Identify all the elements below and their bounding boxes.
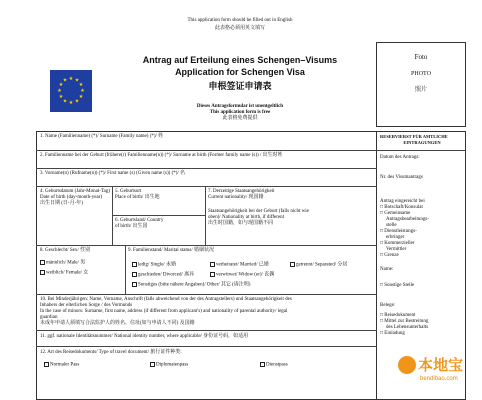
marital-option-divorced-label: geschieden/ Divorced/ 离异 — [138, 272, 195, 278]
watermark-logo-icon — [398, 356, 416, 374]
field-date-of-birth[interactable] — [40, 189, 110, 207]
sidebar-title-2: EINTRAGUNGEN — [403, 140, 441, 145]
field-9-label: 9. Familienstand/ Marital status/ 婚姻状况 — [128, 248, 214, 253]
sidebar-item: Antrag eingereicht bei — [380, 199, 425, 204]
eu-flag-icon — [50, 70, 92, 112]
sex-option-male-label: männlich/ Male/ 男 — [46, 260, 86, 266]
marital-option-single-label: ledig/ Single/ 未婚 — [138, 262, 177, 268]
sidebar-item: □ Einladung — [380, 331, 405, 336]
marital-option-separated[interactable] — [290, 262, 347, 269]
field-5-line1: 5. Geburtsort — [115, 189, 142, 194]
marital-option-single[interactable] — [132, 262, 176, 269]
checkbox-icon — [290, 262, 295, 267]
field-5-line2: Place of birth/ 出生地 — [115, 195, 160, 200]
svg-text:★: ★ — [74, 99, 80, 105]
svg-text:★: ★ — [78, 83, 84, 88]
sidebar-item: □ Botschaft/Konsulat — [380, 205, 423, 210]
marital-option-married-label: verheiratet/ Married/ 已婚 — [216, 262, 269, 268]
sidebar-item: Datum des Antrags: — [380, 155, 420, 160]
title-de: Antrag auf Erteilung eines Schengen–Visums — [142, 55, 338, 65]
title-cn: 申根签证申请表 — [208, 82, 272, 92]
svg-text:★: ★ — [57, 89, 62, 94]
sidebar-item: Belege: — [380, 303, 396, 308]
field-travel-document: 12. Art des Reisedokuments/ Type of travel document/ 旅行证件种类: — [40, 350, 182, 355]
doc-option-service[interactable] — [260, 362, 288, 369]
field-10-line1: 10. Bei Minderjährigen: Name, Vorname, Anschrift (falls abweichend von der des Antragstellers) und Staatsangehörigkeit des — [40, 297, 292, 302]
marital-option-other-label: Sonstiges (bitte nähere Angaben)/ Other/ 其它 (请注明) — [138, 282, 251, 288]
field-surname-at-birth[interactable]: 2. Familienname bei der Geburt (frühere(r) Familienname(n)) (*)/ Surname at birth (Former family name (s)) / 出生时姓 — [40, 153, 283, 158]
sidebar-item: des Lebensunterhalts — [386, 325, 429, 330]
marital-option-divorced[interactable] — [132, 272, 194, 279]
sex-option-female[interactable] — [40, 270, 124, 277]
sidebar-item: erbringer — [386, 235, 405, 240]
title-free-de: Dieses Antragsformular ist unentgeltlich — [196, 104, 284, 109]
photo-label-en: PHOTO — [411, 71, 431, 77]
marital-option-other[interactable] — [132, 282, 250, 289]
photo-label-de: Foto — [414, 53, 428, 61]
header-notice-cn: 此表格必须用英文填写 — [214, 26, 265, 31]
photo-label-cn: 照片 — [414, 87, 427, 93]
sex-option-male[interactable] — [40, 260, 124, 267]
field-sex — [40, 248, 124, 276]
svg-text:★: ★ — [58, 83, 64, 88]
svg-text:★: ★ — [80, 89, 85, 94]
svg-text:★: ★ — [68, 101, 74, 106]
checkbox-icon — [132, 272, 137, 277]
field-4-line3: 出生日期 (日-月-年) — [40, 201, 83, 206]
field-marital-status — [128, 248, 373, 254]
title-en: Application for Schengen Visa — [175, 67, 305, 77]
svg-text:★: ★ — [74, 78, 80, 84]
watermark-sub: bendibao.com — [420, 376, 458, 382]
checkbox-icon — [132, 282, 137, 287]
photo-box — [376, 42, 466, 127]
sidebar-item: □ Grenze — [380, 253, 399, 258]
checkbox-icon — [210, 272, 215, 277]
field-10-line4: guardian — [40, 315, 58, 320]
field-10-line2: Inhabers der elterlichen Sorge / des Vormunds — [40, 303, 133, 308]
doc-option-normal[interactable] — [44, 362, 79, 369]
field-nationality[interactable] — [208, 189, 373, 227]
sidebar-item: Nr. des Visumantrags — [380, 175, 423, 180]
watermark — [398, 352, 478, 396]
field-country-of-birth[interactable] — [115, 218, 203, 230]
field-first-name[interactable]: 3. Vorname(n) (Rufname(n)) (*)/ First name (s) (Given name (s)) (*)/ 名 — [40, 171, 186, 176]
doc-option-service-label: Dienstpass — [266, 362, 288, 368]
marital-option-separated-label: getrennt/ Separated/ 分居 — [296, 262, 348, 268]
checkbox-icon — [260, 362, 265, 367]
sex-option-female-label: weiblich/ Female/ 女 — [46, 270, 89, 276]
field-6-line1: 6. Geburtsland/ Country — [115, 218, 164, 223]
doc-option-normal-label: Normaler Pass — [50, 362, 80, 368]
doc-option-diplomatic-label: Diplomatenpass — [156, 362, 189, 368]
field-place-of-birth[interactable] — [115, 189, 203, 201]
sidebar-item: □ Reisedokument — [380, 313, 416, 318]
field-7-line3: Staatsangehörigkeit bei der Geburt (falls nicht wie — [208, 209, 309, 214]
field-4-line1: 4. Geburtsdatum (Jahr-Monat-Tag) — [40, 189, 110, 194]
checkbox-icon — [132, 262, 137, 267]
sidebar-item: Antragsbearbeitungs- — [386, 217, 430, 222]
checkbox-icon — [44, 362, 49, 367]
svg-text:★: ★ — [68, 77, 74, 82]
field-guardian[interactable] — [40, 297, 373, 327]
title-free-cn: 此表格免费提供 — [222, 116, 258, 121]
field-national-id[interactable]: 11. ggf. nationale Identitätsnummer/ National identity number, where applicable/ 身份证号码，如适用 — [40, 334, 249, 339]
svg-text:★: ★ — [62, 78, 68, 84]
field-7-line5: 出生时国籍，如与现国籍不同 — [208, 221, 274, 226]
sidebar-item: □ Gemeinsame — [380, 211, 411, 216]
marital-option-widow[interactable] — [210, 272, 274, 279]
sidebar-list — [380, 155, 464, 337]
sidebar-item: □ Dienstleistungs- — [380, 229, 417, 234]
title-free-en: This application form is free — [209, 110, 271, 115]
checkbox-icon — [40, 270, 45, 275]
sidebar-item: □ Mittel zur Bestreitung — [380, 319, 429, 324]
field-surname[interactable]: 1. Name (Familienname) (*)/ Surname (Family name) (*)/ 姓 — [40, 134, 164, 139]
watermark-text: 本地宝 — [418, 356, 464, 374]
sidebar-item: □ Sonstige Stelle — [380, 283, 415, 288]
field-4-line2: Date of birth (day-month-year) — [40, 195, 103, 200]
sidebar-item: stelle — [386, 223, 397, 228]
field-7-line2: Current nationality/ 现国籍 — [208, 195, 264, 200]
sidebar-item: Name: — [380, 267, 394, 272]
field-6-line2: of birth/ 出生国 — [115, 224, 148, 229]
sidebar-item: □ Kommerzieller — [380, 241, 415, 246]
sidebar-item: Vermittler — [386, 247, 407, 252]
doc-option-diplomatic[interactable] — [150, 362, 188, 369]
field-8-label: 8. Geschlecht/ Sex/ 性别 — [40, 248, 90, 253]
checkbox-icon — [150, 362, 155, 367]
header-notice-en: This application form should be filled out in English — [187, 18, 293, 23]
field-7-line4: oben)/ Nationality at birth, if different — [208, 215, 284, 220]
svg-text:★: ★ — [58, 95, 64, 100]
marital-option-widow-label: verwitwet/ Widow (er)/ 丧偶 — [216, 272, 275, 278]
svg-text:★: ★ — [62, 99, 68, 105]
svg-text:★: ★ — [78, 95, 84, 100]
marital-option-married[interactable] — [210, 262, 269, 269]
checkbox-icon — [210, 262, 215, 267]
field-10-line5: 未成年申请人须填写合法监护人的姓名、住址(如与申请人不同) 及国籍 — [40, 321, 195, 326]
field-10-line3: In the case of minors: Surname, first name, address (if different from applicant's) and nationality of parental authority/ legal — [40, 309, 288, 314]
checkbox-icon — [40, 260, 45, 265]
sidebar-title-1: RESERVIERST FÜR AMTLICHE — [380, 134, 448, 139]
field-7-line1: 7. Derzeitige Staatsangehörigkeit — [208, 189, 275, 194]
